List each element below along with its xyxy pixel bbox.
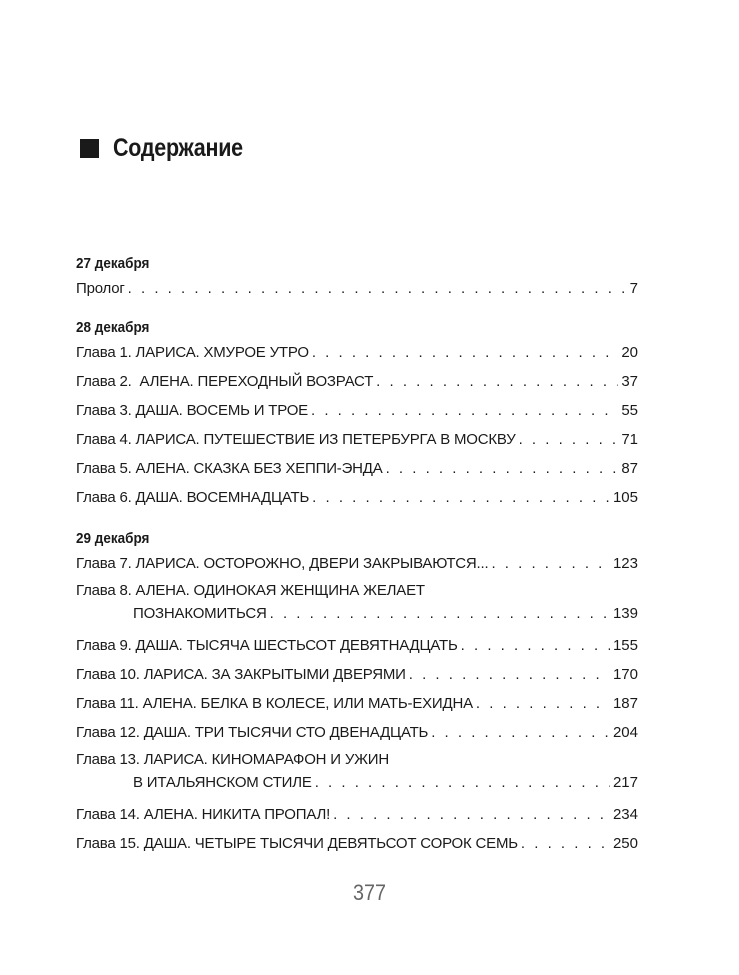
section-date: 29 декабря — [76, 530, 150, 547]
dot-leader — [519, 425, 619, 454]
entry-title: Глава 6. ДАША. ВОСЕМНАДЦАТЬ — [76, 489, 310, 506]
entry-page: 187 — [612, 695, 638, 712]
dot-leader — [431, 718, 610, 747]
entry-title-continuation: ПОЗНАКОМИТЬСЯ — [133, 605, 267, 622]
entry-title: Глава 10. ЛАРИСА. ЗА ЗАКРЫТЫМИ ДВЕРЯМИ — [76, 666, 406, 683]
entry-page: 250 — [612, 835, 638, 852]
dot-leader — [312, 483, 610, 512]
black-square-icon — [80, 139, 99, 158]
entry-title: Глава 2. АЛЕНА. ПЕРЕХОДНЫЙ ВОЗРАСТ — [76, 373, 374, 390]
entry-title: Глава 5. АЛЕНА. СКАЗКА БЕЗ ХЕППИ-ЭНДА — [76, 460, 383, 477]
toc-entry[interactable] — [76, 718, 638, 747]
entry-page: 87 — [621, 460, 638, 477]
entry-title: Глава 15. ДАША. ЧЕТЫРЕ ТЫСЯЧИ ДЕВЯТЬСОТ СОРОК СЕМЬ — [76, 835, 518, 852]
entry-title: Глава 14. АЛЕНА. НИКИТА ПРОПАЛ! — [76, 806, 331, 823]
toc-entry[interactable] — [76, 829, 638, 858]
toc-entry[interactable] — [76, 689, 638, 718]
entry-title: Глава 9. ДАША. ТЫСЯЧА ШЕСТЬСОТ ДЕВЯТНАДЦАТЬ — [76, 637, 458, 654]
toc-entry[interactable] — [76, 274, 638, 303]
dot-leader — [270, 602, 610, 626]
entry-page: 71 — [621, 431, 638, 448]
section-date: 28 декабря — [76, 319, 150, 336]
toc-entry[interactable] — [76, 396, 638, 425]
section-date: 27 декабря — [76, 255, 150, 272]
dot-leader — [491, 549, 610, 578]
page-title: Содержание — [113, 134, 243, 162]
entry-page: 7 — [629, 280, 638, 297]
toc-entry[interactable] — [76, 454, 638, 483]
entry-page: 217 — [612, 774, 638, 791]
entry-title: Глава 8. АЛЕНА. ОДИНОКАЯ ЖЕНЩИНА ЖЕЛАЕТ — [76, 582, 425, 599]
toc-entry[interactable] — [76, 549, 638, 578]
toc-entry[interactable] — [76, 631, 638, 660]
entry-title: Пролог — [76, 280, 125, 297]
dot-leader — [333, 800, 610, 829]
entry-title: Глава 4. ЛАРИСА. ПУТЕШЕСТВИЕ ИЗ ПЕТЕРБУРГА В МОСКВУ — [76, 431, 516, 448]
dot-leader — [311, 396, 618, 425]
page-number: 377 — [352, 880, 387, 905]
dot-leader — [461, 631, 610, 660]
toc-entry[interactable] — [76, 747, 638, 800]
toc-entry[interactable] — [76, 338, 638, 367]
dot-leader — [376, 367, 618, 396]
entry-page: 123 — [612, 555, 638, 572]
dot-leader — [315, 771, 610, 795]
entry-page: 55 — [621, 402, 638, 419]
entry-title: Глава 13. ЛАРИСА. КИНОМАРАФОН И УЖИН — [76, 751, 390, 768]
dot-leader — [521, 829, 610, 858]
entry-page: 204 — [612, 724, 638, 741]
dot-leader — [128, 274, 627, 303]
toc-entry[interactable] — [76, 800, 638, 829]
entry-title-continuation: В ИТАЛЬЯНСКОМ СТИЛЕ — [133, 774, 312, 791]
entry-page: 105 — [612, 489, 638, 506]
toc-entry[interactable] — [76, 578, 638, 631]
entry-page: 20 — [621, 344, 638, 361]
toc-entry[interactable] — [76, 660, 638, 689]
entry-page: 139 — [612, 605, 638, 622]
entry-title: Глава 7. ЛАРИСА. ОСТОРОЖНО, ДВЕРИ ЗАКРЫВАЮТСЯ... — [76, 555, 489, 572]
dot-leader — [409, 660, 610, 689]
toc-entry[interactable] — [76, 483, 638, 512]
entry-title: Глава 1. ЛАРИСА. ХМУРОЕ УТРО — [76, 344, 309, 361]
entry-title: Глава 12. ДАША. ТРИ ТЫСЯЧИ СТО ДВЕНАДЦАТЬ — [76, 724, 429, 741]
entry-title: Глава 3. ДАША. ВОСЕМЬ И ТРОЕ — [76, 402, 308, 419]
entry-page: 37 — [621, 373, 638, 390]
entry-page: 170 — [612, 666, 638, 683]
table-of-contents — [76, 253, 638, 858]
entry-page: 234 — [612, 806, 638, 823]
dot-leader — [386, 454, 619, 483]
entry-page: 155 — [612, 637, 638, 654]
dot-leader — [476, 689, 610, 718]
entry-title: Глава 11. АЛЕНА. БЕЛКА В КОЛЕСЕ, ИЛИ МАТЬ-ЕХИДНА — [76, 695, 473, 712]
toc-entry[interactable] — [76, 425, 638, 454]
dot-leader — [312, 338, 618, 367]
toc-entry[interactable] — [76, 367, 638, 396]
toc-heading — [80, 134, 264, 163]
